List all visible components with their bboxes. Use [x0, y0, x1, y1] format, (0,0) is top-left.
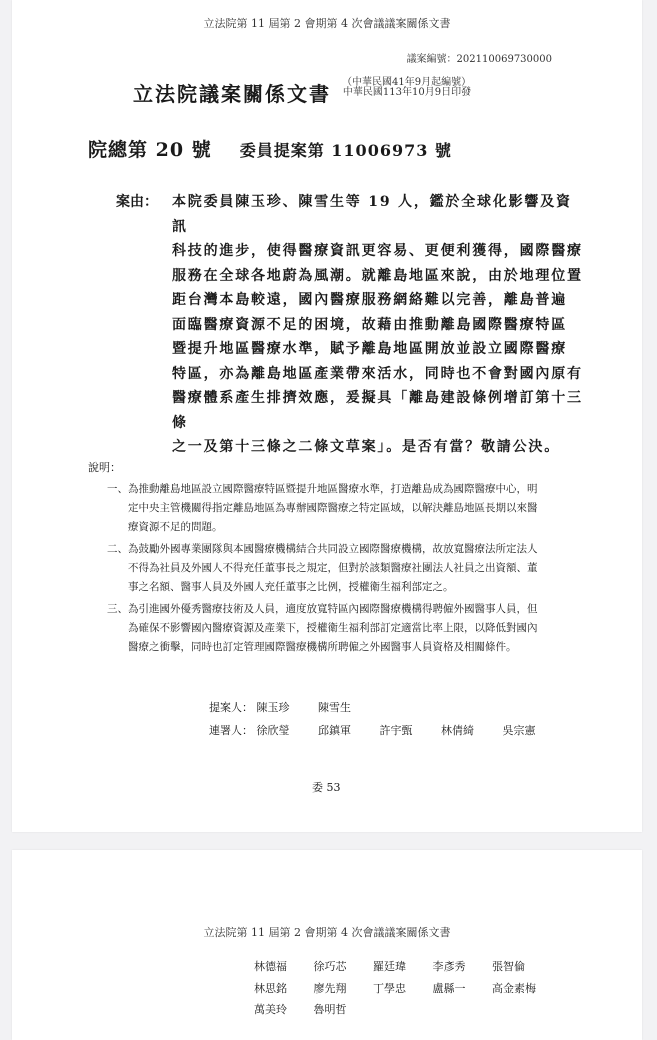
- case-summary-line: 特區，亦為離島地區產業帶來活水，同時也不會對國內原有: [172, 365, 583, 382]
- cosigners-row: [254, 980, 536, 996]
- case-summary: [116, 190, 586, 460]
- case-summary-line: 醫療體系產生排擠效應，爰擬具「離島建設條例增訂第十三條: [172, 390, 583, 431]
- cosigner-name: 邱鎮軍: [318, 724, 351, 737]
- cosigner-name: 徐欣瑩: [256, 724, 290, 737]
- cosigner-name: 李彥秀: [432, 960, 466, 973]
- note-line: 為鼓勵外國專業團隊與本國醫療機構結合共同設立國際醫療機構，故放寬醫療法所定法人: [128, 543, 538, 555]
- note-line: 定中央主管機關得指定離島地區為專辦國際醫療之特定區域，以解決離島地區長期以來醫: [128, 502, 538, 514]
- cosigner-name: 丁學忠: [373, 982, 406, 995]
- case-summary-line: 之一及第十三條之二條文草案」。是否有當？敬請公決。: [172, 439, 560, 455]
- notes-title: 說明：: [88, 461, 121, 474]
- proposers-line: [209, 699, 351, 715]
- case-summary-line: 服務在全球各地蔚為風潮。就離島地區來說，由於地理位置: [172, 267, 583, 284]
- note-line: 醫療之衝擊，同時也訂定管理國際醫療機構所聘僱之外國醫事人員資格及相關條件。: [128, 641, 517, 653]
- cosigner-name: 吳宗憲: [502, 724, 536, 737]
- note-line: 為引進國外優秀醫療技術及人員，適度放寬特區內國際醫療機構得聘僱外國醫事人員，但: [128, 603, 538, 615]
- note-item: [88, 600, 568, 657]
- note-text: [128, 540, 568, 597]
- case-summary-line: 暨提升地區醫療水準，賦予離島地區開放並設立國際醫療: [172, 341, 567, 357]
- page-header: 立法院第 11 屆第 2 會期第 4 次會議議案關係文書: [203, 17, 451, 30]
- note-text: [128, 480, 568, 537]
- general-reference-number: 院總第 20 號: [88, 139, 212, 161]
- cosigner-name: 林倩綺: [441, 724, 474, 737]
- note-number: 三、: [107, 603, 128, 615]
- cosigner-name: 羅廷瑋: [373, 960, 406, 973]
- note-line: 療資源不足的問題。: [128, 521, 223, 533]
- reference-line: [88, 135, 452, 162]
- cosigners-label: 連署人：: [209, 724, 253, 737]
- proposer-name: 陳雪生: [318, 701, 351, 714]
- note-item: [88, 540, 568, 597]
- case-summary-line: 距台灣本島較遠，國內醫療服務網絡難以完善，離島普遍: [172, 292, 567, 308]
- publication-info: [342, 78, 471, 98]
- cosigner-name: 高金素梅: [492, 982, 536, 995]
- member-proposal-number: 委員提案第 11006973 號: [239, 141, 452, 160]
- cosigner-name: 萬美玲: [254, 1003, 287, 1016]
- cosigner-name: 張智倫: [492, 960, 525, 973]
- note-text: [128, 600, 568, 657]
- notes-list: [88, 480, 568, 660]
- publication-info-date: 中華民國113年10月9日印發: [342, 87, 472, 98]
- document-title: 立法院議案關係文書: [133, 82, 331, 106]
- note-line: 事之名額、醫事人員及外國人充任董事之比例，授權衛生福利部定之。: [128, 581, 454, 593]
- cosigner-name: 林思銘: [254, 982, 287, 995]
- case-summary-line: 面臨醫療資源不足的困境，故藉由推動離島國際醫療特區: [172, 316, 567, 333]
- case-summary-label: 案由：: [116, 194, 158, 210]
- cosigners-line: [209, 722, 536, 738]
- note-item: [88, 480, 568, 537]
- cosigners-row: [254, 958, 525, 974]
- case-summary-line: 本院委員陳玉珍、陳雪生等 19 人，鑑於全球化影響及資訊: [172, 194, 572, 235]
- proposers-label: 提案人：: [209, 701, 253, 714]
- cosigner-name: 徐巧芯: [313, 960, 347, 973]
- note-line: 為推動離島地區設立國際醫療特區暨提升地區醫療水準，打造離島成為國際醫療中心，明: [128, 483, 538, 495]
- document-page-2: [12, 850, 642, 1040]
- document-page-1: [12, 0, 642, 832]
- case-summary-line: 科技的進步，使得醫療資訊更容易、更便利獲得，國際醫療: [172, 243, 583, 259]
- note-line: 不得為社員及外國人不得充任董事長之規定，但對於該類醫療社團法人社員之出資額、董: [128, 562, 538, 574]
- cosigner-name: 魯明哲: [313, 1003, 347, 1016]
- cosigners-row: [254, 1001, 347, 1017]
- proposer-name: 陳玉珍: [256, 701, 290, 714]
- case-summary-body: [172, 190, 586, 460]
- bill-number: 議案編號：202110069730000: [406, 54, 552, 65]
- publication-info-numbering: （中華民國41年9月起編號）: [342, 77, 472, 88]
- cosigner-name: 廖先翔: [313, 982, 347, 995]
- page-header: 立法院第 11 屆第 2 會期第 4 次會議議案關係文書: [203, 926, 451, 939]
- cosigner-name: 林德福: [254, 960, 287, 973]
- note-line: 為確保不影響國內醫療資源及產業下，授權衛生福利部訂定適當比率上限，以降低對國內: [128, 622, 538, 634]
- cosigner-name: 許宇甄: [379, 724, 413, 737]
- cosigner-name: 盧縣一: [432, 982, 466, 995]
- note-number: 二、: [107, 543, 128, 555]
- note-number: 一、: [107, 483, 128, 495]
- page-number: 委 53: [312, 781, 341, 794]
